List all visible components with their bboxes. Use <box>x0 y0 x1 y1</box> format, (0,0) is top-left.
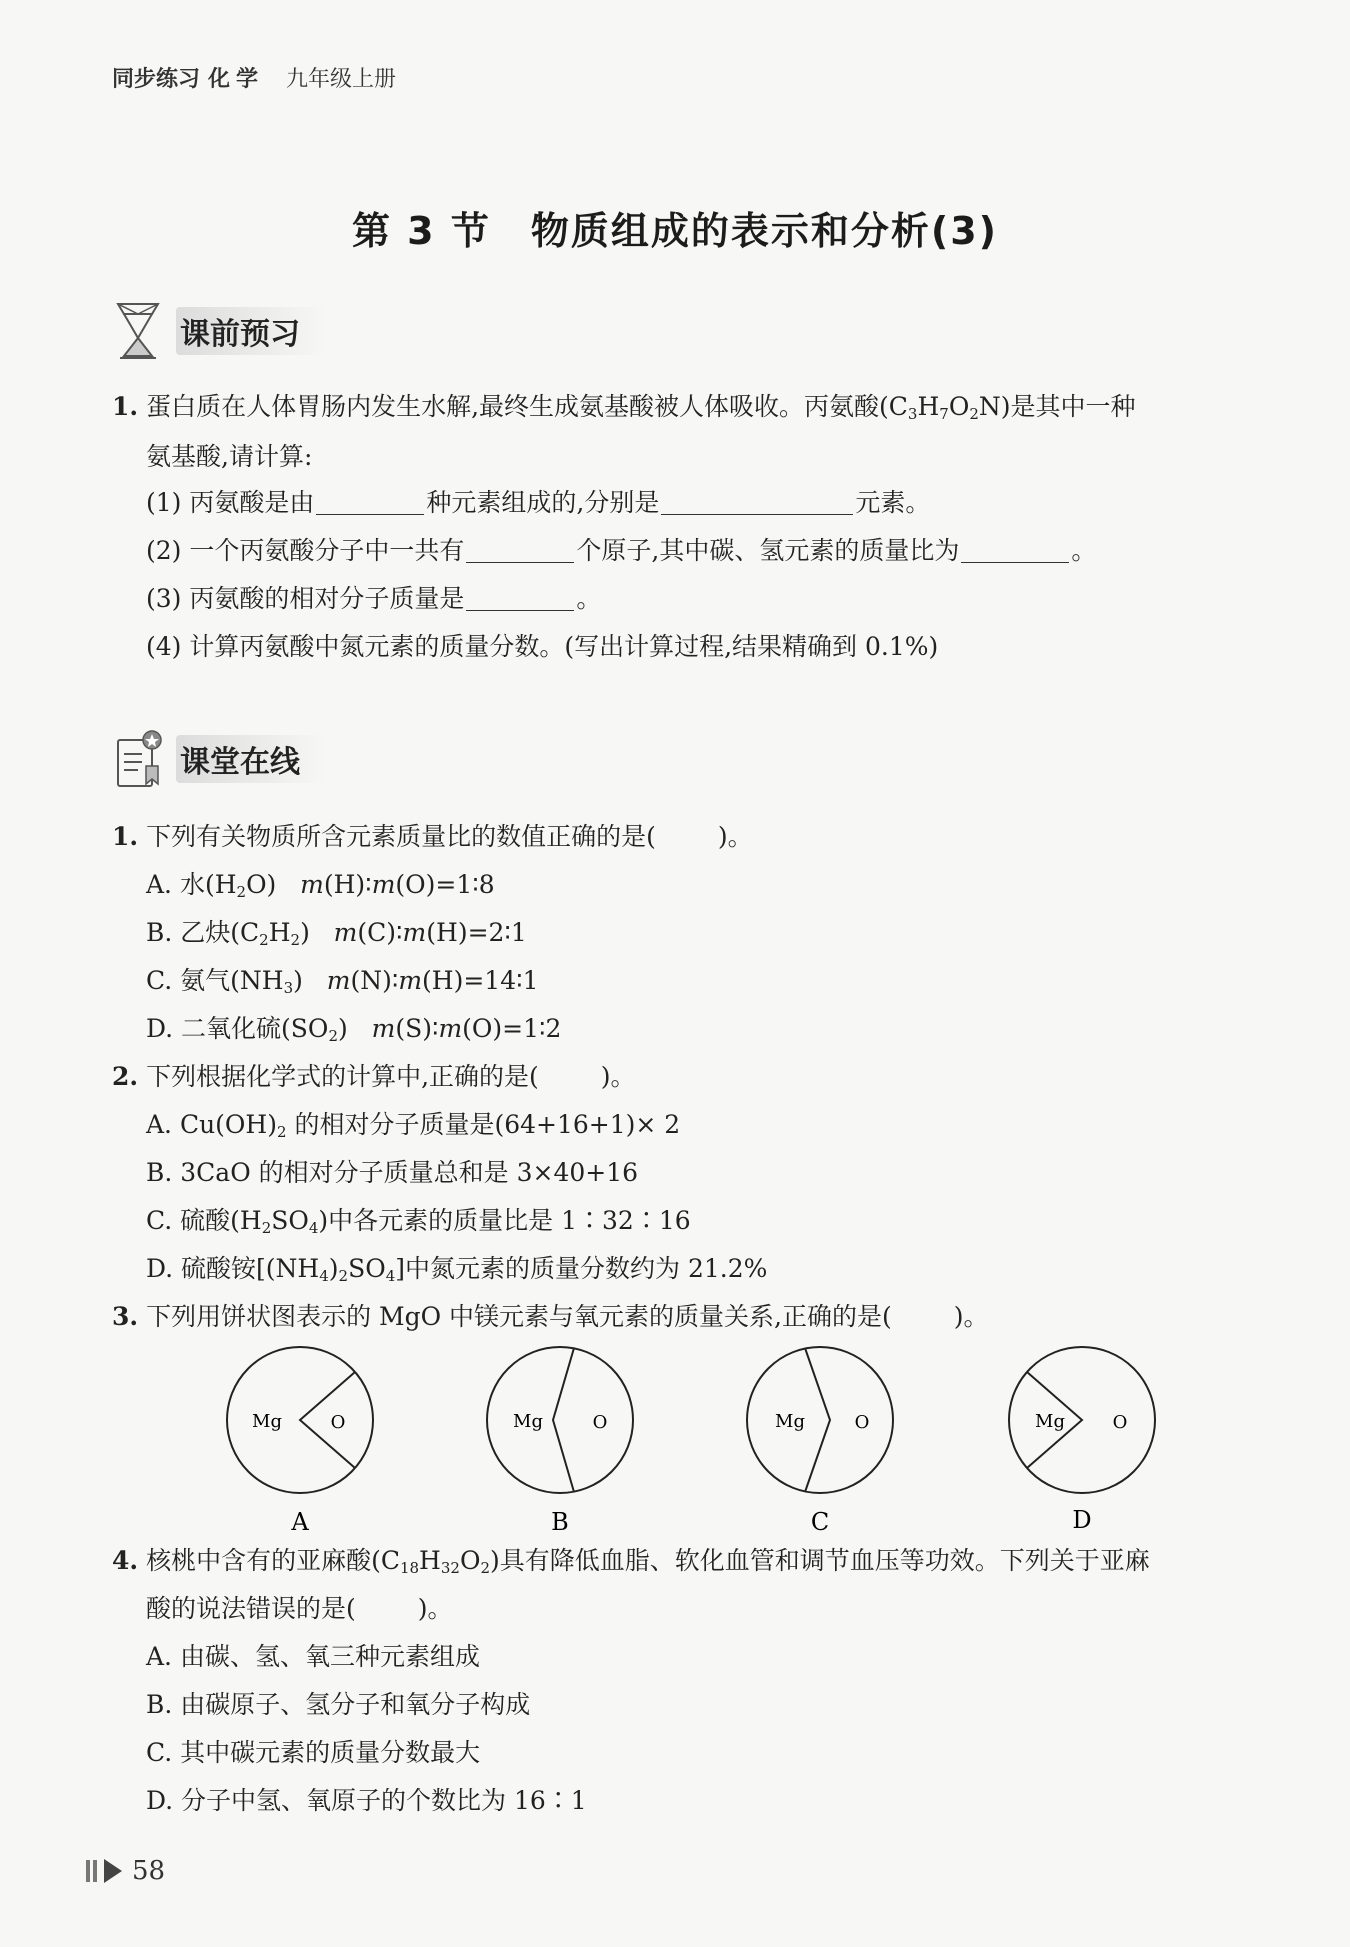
notebook-badge-icon <box>112 726 164 792</box>
pie-d-o-label: O <box>1112 1412 1128 1433</box>
class-q4-option-c: C. 其中碳元素的质量分数最大 <box>146 1738 481 1767</box>
pie-c-o-label: O <box>854 1412 870 1433</box>
pie-b-o-label: O <box>592 1412 608 1433</box>
answer-blank[interactable] <box>661 488 853 515</box>
class-q4-option-d: D. 分子中氢、氧原子的个数比为 16∶1 <box>146 1786 587 1815</box>
pie-a-mg-label: Mg <box>252 1411 282 1432</box>
class-q2-option-c: C. 硫酸$(H_2SO_4)$中各元素的质量比是 1∶32∶16 <box>146 1206 691 1237</box>
play-arrow-icon <box>104 1859 122 1883</box>
page-title: 第 3 节 物质组成的表示和分析(3) <box>351 209 999 253</box>
pie-chart-b <box>487 1347 633 1536</box>
answer-blank[interactable] <box>961 536 1069 563</box>
class-q2-option-b: B. 3CaO 的相对分子质量总和是 3×40+16 <box>146 1158 639 1187</box>
pie-chart-d <box>1009 1347 1155 1534</box>
class-q1-option-b: B. 乙炔$(C_2H_2)$ m(C)∶m(H)=2∶1 <box>146 918 527 949</box>
class-q2-option-d: D. 硫酸铵$[(NH_4)_2SO_4]$中氮元素的质量分数约为 21.2% <box>146 1254 768 1285</box>
class-q1-option-c: C. 氨气$(NH_3)$ m(N)∶m(H)=14∶1 <box>146 966 539 997</box>
preview-q1-line2: 氨基酸,请计算: <box>146 442 313 471</box>
answer-blank[interactable] <box>466 536 574 563</box>
answer-blank[interactable] <box>466 584 574 611</box>
class-q1-option-a: A. 水$(H_2O)$ m(H)∶m(O)=1∶8 <box>146 870 495 901</box>
section-preview-heading <box>112 296 326 366</box>
section-class-heading <box>112 724 326 794</box>
pie-c-letter: C <box>810 1508 830 1536</box>
answer-blank[interactable] <box>316 488 424 515</box>
preview-q1-part2: (2) 一个丙氨酸分子中一共有 个原子,其中碳、氢元素的质量比为 。 <box>146 536 1097 565</box>
pie-c-mg-label: Mg <box>775 1411 805 1432</box>
class-q4-line2: 酸的说法错误的是( )。 <box>146 1594 453 1623</box>
preview-q1-part1: (1) 丙氨酸是由 种元素组成的,分别是 元素。 <box>146 488 931 517</box>
page-number: 58 <box>132 1856 166 1886</box>
pie-chart-a <box>227 1347 373 1536</box>
header-subject: 化学 <box>208 67 265 92</box>
header-grade: 九年级上册 <box>286 67 397 92</box>
footer-bar-icon <box>93 1860 97 1882</box>
preview-q1-part4: (4) 计算丙氨酸中氮元素的质量分数。(写出计算过程,结果精确到 0.1%) <box>146 632 939 661</box>
class-q4-line1: 4. 核桃中含有的亚麻酸$(C_{18}H_{32}O_2)$具有降低血脂、软化血管和调节血压等功效。下列关于亚麻 <box>112 1546 1150 1577</box>
diamond-hourglass-icon <box>112 298 164 364</box>
class-q2-option-a: A. $Cu(OH)_2$ 的相对分子质量是(64+16+1)× 2 <box>146 1110 681 1141</box>
section-preview-label: 课前预习 <box>176 307 326 355</box>
class-q2-stem: 2. 下列根据化学式的计算中,正确的是( )。 <box>112 1062 636 1091</box>
pie-b-mg-label: Mg <box>513 1411 543 1432</box>
section-class-label: 课堂在线 <box>176 735 326 783</box>
running-header <box>112 62 396 93</box>
class-q3-stem: 3. 下列用饼状图表示的 MgO 中镁元素与氧元素的质量关系,正确的是( )。 <box>112 1302 989 1331</box>
pie-d-letter: D <box>1072 1506 1092 1534</box>
pie-d-mg-label: Mg <box>1035 1411 1065 1432</box>
preview-q1-line1: 1. 蛋白质在人体胃肠内发生水解,最终生成氨基酸被人体吸收。丙氨酸$(C_3H_7O_2N)$是其中一种 <box>112 392 1136 423</box>
pie-b-letter: B <box>551 1508 569 1536</box>
header-series: 同步练习 <box>112 67 201 92</box>
pie-charts <box>0 1340 1350 1540</box>
class-q4-option-a: A. 由碳、氢、氧三种元素组成 <box>146 1642 480 1671</box>
class-q1-stem: 1. 下列有关物质所含元素质量比的数值正确的是( )。 <box>112 822 753 851</box>
preview-q1-part3: (3) 丙氨酸的相对分子质量是 。 <box>146 584 602 613</box>
footer-bar-icon <box>86 1860 90 1882</box>
class-q4-option-b: B. 由碳原子、氢分子和氧分子构成 <box>146 1690 531 1719</box>
pie-a-o-label: O <box>330 1412 346 1433</box>
page-footer <box>86 1856 165 1886</box>
pie-chart-c <box>747 1347 893 1536</box>
class-q1-option-d: D. 二氧化硫$(SO_2)$ m(S)∶m(O)=1∶2 <box>146 1014 562 1045</box>
pie-a-letter: A <box>291 1508 309 1536</box>
